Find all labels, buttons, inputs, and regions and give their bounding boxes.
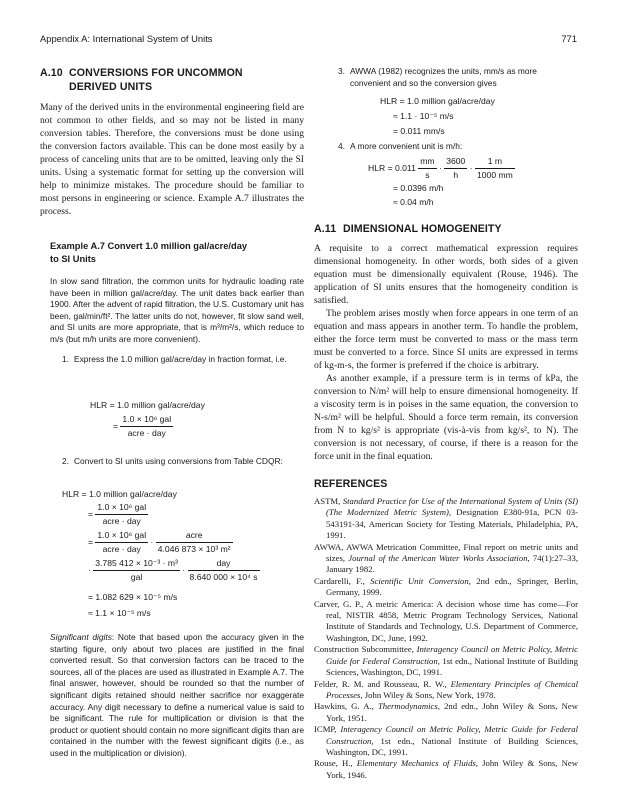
equation-2-line3: = $\frac{\text{1.0 × 10⁶ gal}}{\text{acre · day}}$ · $\frac{\text{acre}}{\text{4.046 873 × 10³ m²}}$ bbox=[88, 530, 231, 554]
step-2-number: 2. bbox=[62, 456, 69, 466]
step-1-text: Express the 1.0 million gal/acre/day in fraction format, i.e. bbox=[74, 353, 287, 364]
reference-title: Standard Practice for Use of the International System of Units (SI) (The Modernized Metric System) bbox=[326, 496, 578, 518]
step-2-text: Convert to SI units using conversions from Table CDQR: bbox=[74, 456, 283, 466]
reference-details: , John Wiley & Sons, New York, 1946. bbox=[326, 758, 578, 780]
eq2-fraction-2 bbox=[95, 530, 148, 555]
page-number: 771 bbox=[561, 33, 577, 44]
example-title-line2: to SI Units bbox=[50, 254, 96, 264]
equation-2-result-2: ≈ 1.1 × 10⁻⁵ m/s bbox=[88, 608, 151, 618]
section-a11-number: A.11 bbox=[314, 223, 337, 235]
eq2-f5-denominator: 8.640 000 × 10⁴ s bbox=[189, 572, 258, 582]
section-a11-paragraph-3: As another example, if a pressure term is in terms of kPa, the conversion to N/m² will help to ensure dimensional homogeneity. If a viscosity term is in poises in the same equation, the conversion to N-s/m² will be helpful. Should a force term remain, its conversion from N to kg/s² is appropriate (vis-à-vis from kg/s², to N). The conversion is not necessary, of course, if there is a reason for the force unit in the final equation. bbox=[314, 373, 578, 462]
reference-details: , John Wiley & Sons, New York, 1978. bbox=[360, 689, 496, 700]
reference-text: Construction Subcommittee, bbox=[314, 644, 417, 655]
example-step-2 bbox=[62, 456, 304, 468]
equation-1-line2: = $\frac{\text{1.0 × 10⁶ gal}}{\text{acre · day}}$ bbox=[113, 414, 172, 438]
reference-title: Elementary Mechanics of Fluids bbox=[356, 758, 476, 769]
reference-text: Hawkins, G. A., bbox=[314, 701, 378, 712]
example-step-3 bbox=[338, 66, 578, 89]
eq4-f1-numerator: mm bbox=[418, 156, 436, 169]
eq2-f3-denominator: 4.046 873 × 10³ m² bbox=[157, 544, 231, 554]
reference-text: Cardarelli, F., bbox=[314, 575, 371, 586]
significant-digits-wrap bbox=[40, 632, 304, 760]
eq1-numerator: 1.0 × 10⁶ gal bbox=[120, 414, 173, 427]
eq4-f2-denominator: h bbox=[453, 170, 459, 180]
reference-title: Elementary Principles of Chemical Processes bbox=[326, 678, 579, 700]
eq2-fraction-3 bbox=[156, 530, 233, 555]
reference-details: , 1st edn., National Institute of Building Sciences, Washington, DC, 1991. bbox=[326, 735, 578, 757]
equation-1-line1: HLR = 1.0 million gal/acre/day bbox=[90, 400, 205, 410]
equation-3-line1: HLR = 1.0 million gal/acre/day bbox=[380, 96, 495, 106]
equation-2-line1: HLR = 1.0 million gal/acre/day bbox=[62, 489, 177, 499]
reference-title: Interagency Council on Metric Policy, Metric Guide for Federal Construction bbox=[326, 644, 578, 666]
example-step-2-wrap bbox=[40, 456, 304, 468]
section-a11-title: DIMENSIONAL HOMOGENEITY bbox=[343, 223, 502, 235]
eq4-f3-numerator: 1 m bbox=[475, 156, 515, 169]
section-a11-paragraph-2: The problem arises mostly when force appears in one term of an equation and mass appears in another term. To handle the problem, either the force term must be converted to mass or the mass term must be converted to a force. Since SI units are expressed in terms of kg-m-s, the former is preferred if the choice is arbitrary. bbox=[314, 308, 578, 371]
reference-title: Scientific Unit Conversion bbox=[370, 575, 469, 586]
reference-item bbox=[314, 644, 578, 678]
reference-details: , 2nd edn., John Wiley & Sons, New York, 1951. bbox=[326, 701, 578, 723]
example-step-4 bbox=[338, 141, 578, 153]
eq2-f4-denominator: gal bbox=[130, 572, 143, 582]
step-4-number: 4. bbox=[338, 141, 345, 151]
equation-2-result-1: = 1.082 629 × 10⁻⁵ m/s bbox=[88, 592, 178, 602]
significant-digits-paragraph bbox=[50, 632, 304, 760]
reference-item bbox=[314, 599, 578, 645]
left-column bbox=[40, 66, 304, 365]
equation-3-line2: ≈ 1.1 · 10⁻⁵ m/s bbox=[393, 111, 454, 121]
section-a10-title-line1: CONVERSIONS FOR UNCOMMON bbox=[69, 67, 243, 79]
section-a11 bbox=[314, 222, 578, 781]
eq4-f2-numerator: 3600 bbox=[444, 156, 467, 169]
eq2-f3-numerator: acre bbox=[156, 530, 233, 543]
right-column bbox=[314, 66, 578, 89]
eq2-fraction-4 bbox=[93, 558, 180, 583]
reference-text: ASTM, bbox=[314, 496, 343, 506]
section-a10-heading bbox=[40, 66, 304, 94]
step-4-text: A more convenient unit is m/h: bbox=[350, 141, 463, 151]
eq2-fraction-1 bbox=[95, 502, 148, 527]
eq2-f2-numerator: 1.0 × 10⁶ gal bbox=[95, 530, 148, 543]
equation-1-fraction bbox=[120, 414, 173, 439]
reference-text: Felder, R. M. and Rousseau, R. W., bbox=[314, 678, 451, 689]
section-a11-heading bbox=[314, 222, 578, 236]
references-heading: REFERENCES bbox=[314, 478, 388, 490]
step-3-number: 3. bbox=[338, 66, 345, 76]
references-list bbox=[314, 496, 578, 781]
reference-item bbox=[314, 701, 578, 724]
equation-4-line2: = 0.0396 m/h bbox=[393, 183, 444, 193]
reference-text: Rouse, H., bbox=[314, 758, 357, 769]
section-a10-title-line2: DERIVED UNITS bbox=[69, 81, 153, 93]
eq4-fraction-2 bbox=[444, 156, 467, 181]
eq2-f4-numerator: 3.785 412 × 10⁻³ · m³ bbox=[93, 558, 180, 571]
equation-2-line2: = $\frac{\text{1.0 × 10⁶ gal}}{\text{acre · day}}$ bbox=[88, 502, 147, 526]
reference-text: Carver, G. P., A metric America: A decision whose time has come—For real, NISTIR 4858, Metric Program Technology Services, National Institute of Standards and Technology, U.S. Department of Commerce, Washington, DC, June, 1992. bbox=[314, 598, 578, 643]
reference-item bbox=[314, 576, 578, 599]
section-a11-paragraph-1: A requisite to a correct mathematical expression requires dimensional homogeneity. In other words, both sides of a given equation must be dimensionally equivalent (Rouse, 1946). The application of SI units ensures that the homogeneity condition is satisfied. bbox=[314, 243, 578, 306]
reference-item bbox=[314, 724, 578, 758]
section-a10-number: A.10 bbox=[40, 67, 63, 79]
eq2-f2-denominator: acre · day bbox=[102, 544, 141, 554]
example-step-1 bbox=[62, 354, 304, 366]
reference-text: AWWA, AWWA Metrication Committee, Final report on metric units and sizes, bbox=[314, 541, 578, 564]
step-1-number: 1. bbox=[62, 353, 69, 364]
reference-details: , 1st edn., National Institute of Building Sciences, Washington, DC, 1991. bbox=[326, 655, 578, 678]
significant-digits-label: Significant digits bbox=[50, 632, 112, 642]
equation-4-line3: ≈ 0.04 m/h bbox=[393, 197, 434, 207]
reference-details: , 2nd edn., Springer, Berlin, Germany, 1999. bbox=[326, 575, 578, 598]
running-header bbox=[40, 33, 577, 47]
equation-4-line1: HLR = 0.011 $\frac{mm}{s}$ · $\frac{3600}{h}$ · $\frac{1 m}{1000 mm}$ bbox=[368, 156, 513, 180]
eq2-fraction-5 bbox=[188, 558, 260, 583]
section-a10-body: Many of the derived units in the environmental engineering field are not common to other fields, and so may not be listed in many conversion tables. Therefore, the conversions must be done using the conversion factors available. This can be done most easily by a process of canceling units that are to be omitted, leaving only the SI units. Using a systematic format for setting up the conversion will help to minimize mistakes. The procedure should be familiar to most persons in engineering or science. Example A.7 illustrates the process. bbox=[40, 102, 304, 217]
reference-item bbox=[314, 679, 578, 702]
running-header-title: Appendix A: International System of Units bbox=[40, 33, 213, 44]
eq4-f3-denominator: 1000 mm bbox=[476, 170, 513, 180]
reference-details: , Designation E380-91a, PCN 03-543191-34, American Society for Testing Materials, Philadelphia, PA, 1991. bbox=[326, 507, 578, 541]
reference-item bbox=[314, 758, 578, 781]
example-step-4-wrap bbox=[314, 141, 578, 153]
eq2-f1-denominator: acre · day bbox=[102, 516, 141, 526]
eq4-fraction-3 bbox=[475, 156, 515, 181]
reference-title: Journal of the American Water Works Association bbox=[348, 553, 528, 564]
reference-title: Thermodynamics bbox=[377, 701, 438, 712]
step-3-text: AWWA (1982) recognizes the units, mm/s as more convenient and so the conversion gives bbox=[350, 66, 537, 88]
eq4-f1-denominator: s bbox=[425, 170, 430, 180]
eq2-f1-numerator: 1.0 × 10⁶ gal bbox=[95, 502, 148, 515]
example-intro: In slow sand filtration, the common units for hydraulic loading rate have been in million gal/acre/day. The unit dates back earlier than 1900. After the advent of rapid filtration, the U.S. Customary unit has been, gal/min/ft². The latter units do not, however, fit slow sand well, and SI units are more appropriate, that is m³/m²/s, which reduce to m/s (but m/h units are more convenient). bbox=[50, 276, 304, 344]
eq4-fraction-1 bbox=[418, 156, 436, 181]
equation-2-line4: · $\frac{\text{3.785 412 × 10⁻³ · m³}}{\text{gal}}$ · $\frac{\text{day}}{\text{8.640 000 × 10⁴ s}}$ bbox=[88, 558, 258, 582]
reference-item bbox=[314, 496, 578, 542]
reference-details: , 74(1):27–33, January 1982. bbox=[326, 553, 579, 575]
eq1-denominator: acre · day bbox=[127, 428, 166, 438]
reference-text: ICMP, bbox=[314, 724, 341, 735]
example-title-line1: Example A.7 Convert 1.0 million gal/acre/day bbox=[50, 241, 248, 251]
equation-3-line3: = 0.011 mm/s bbox=[393, 126, 445, 136]
reference-item bbox=[314, 542, 578, 576]
eq4-lhs: HLR = 0.011 bbox=[368, 162, 416, 173]
reference-title: Interagency Council on Metric Policy, Metric Guide for Federal Construction bbox=[326, 724, 579, 746]
significant-digits-text: : Note that based upon the accuracy given in the starting figure, only about two places are justified in the final converted result. So that conversion factors can be traced to the sources, all of the places are used as illustrated in Example A.7. The final answer, however, should be rounded so that the number of significant digits retained should neither sacrifice nor exaggerate accuracy. Any digit necessary to define a numerical value is said to be significant. The rule for multiplication or division is that the product or quotient should contain no more significant digits than are contained in the number with the fewest significant digits (i.e., as used in the multiplication or division). bbox=[50, 632, 304, 758]
eq2-f5-numerator: day bbox=[188, 558, 260, 571]
